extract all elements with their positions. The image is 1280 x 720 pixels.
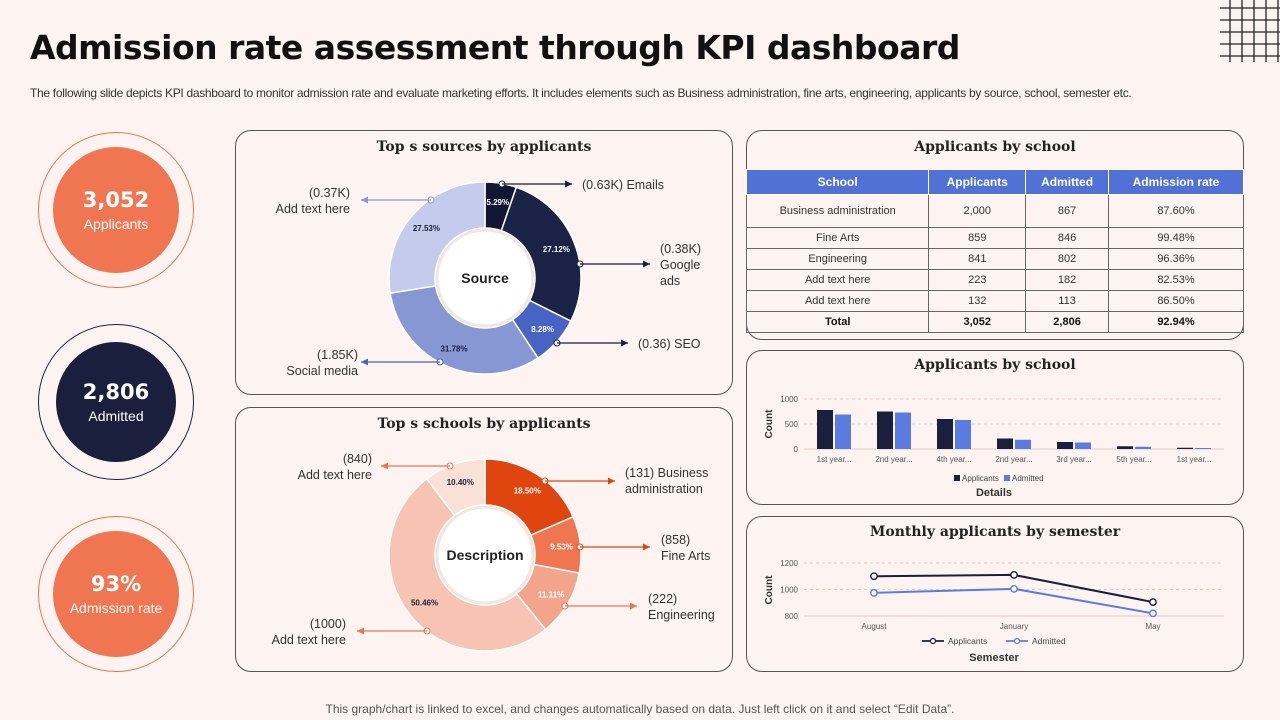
- slice-label: 18.50%: [513, 486, 541, 496]
- ann-840-label: Add text here: [297, 468, 372, 482]
- ann-840-value: (840): [342, 452, 372, 466]
- y-tick-label: 800: [784, 612, 798, 621]
- table-cell: 846: [1026, 228, 1109, 249]
- table-header: School: [747, 170, 929, 195]
- grid-decoration: [1220, 0, 1280, 62]
- kpi-applicants: [38, 132, 194, 288]
- y-axis-label: Count: [764, 409, 775, 439]
- kpi-admission-rate-label: Admission rate: [69, 600, 163, 616]
- data-point: [1011, 586, 1017, 592]
- legend-swatch: [954, 475, 960, 481]
- table-header: Admission rate: [1108, 170, 1243, 195]
- x-tick-label: 5th year...: [1116, 455, 1152, 464]
- donut-center-label: Source: [461, 270, 509, 286]
- bar: [1177, 448, 1193, 449]
- table-header: Applicants: [929, 170, 1026, 195]
- x-axis-label: Details: [975, 487, 1013, 499]
- connector-arrow: [357, 628, 364, 635]
- page-subtitle: The following slide depicts KPI dashboard to monitor admission rate and evaluate marketing efforts. It includes elements such as Business administration, fine arts, engineering, applicants by source, school, semester etc.: [30, 86, 1132, 100]
- table-cell: 132: [929, 291, 1026, 312]
- slice-label: 5.29%: [486, 198, 510, 208]
- connector-arrow: [630, 603, 637, 610]
- ann-fine-value: (858): [661, 533, 691, 547]
- y-tick-label: 1000: [780, 585, 798, 595]
- table-cell: 802: [1026, 249, 1109, 270]
- table-cell: Total: [747, 312, 929, 333]
- x-tick-label: 2nd year...: [995, 455, 1033, 464]
- table-cell: 86.50%: [1108, 291, 1243, 312]
- legend-marker: [1015, 639, 1020, 644]
- bar: [817, 410, 833, 449]
- slice-label: 50.46%: [410, 598, 439, 608]
- kpi-admission-rate: [38, 516, 194, 672]
- table-cell: Engineering: [747, 249, 929, 270]
- donut-center-label: Description: [446, 547, 524, 563]
- ann-1000-label: Add text here: [271, 633, 346, 647]
- table-cell: 96.36%: [1108, 249, 1243, 270]
- y-tick-label: 0: [793, 445, 798, 454]
- x-tick-label: 3rd year...: [1056, 455, 1092, 464]
- connector-arrow: [381, 463, 388, 470]
- bar: [1117, 446, 1133, 449]
- ann-eng-value: (222): [648, 592, 678, 606]
- bar: [1015, 440, 1031, 449]
- ann-other-value: (0.37K): [309, 186, 350, 200]
- kpi-admission-rate-value: 93%: [90, 572, 142, 596]
- table-cell: Fine Arts: [747, 228, 929, 249]
- y-tick-label: 500: [784, 420, 798, 429]
- x-tick-label: 2nd year...: [875, 455, 913, 464]
- kpi-admitted: [38, 324, 194, 480]
- data-point: [871, 590, 877, 596]
- page-title: Admission rate assessment through KPI dashboard: [30, 28, 960, 67]
- ann-emails: (0.63K) Emails: [582, 178, 664, 192]
- sources-panel-title: Top s sources by applicants: [376, 139, 592, 155]
- data-point: [871, 573, 877, 579]
- ann-google-label-2: ads: [660, 274, 681, 288]
- slice-label: 11.11%: [537, 590, 565, 600]
- table-header-row: [747, 170, 1244, 195]
- table-row: [747, 228, 1244, 249]
- table-cell: 867: [1026, 195, 1109, 228]
- ann-1000-value: (1000): [309, 617, 346, 631]
- table-cell: 2,806: [1026, 312, 1109, 333]
- table-cell: Add text here: [747, 291, 929, 312]
- y-axis-label: Count: [764, 575, 775, 605]
- bar: [997, 439, 1013, 450]
- line-chart-title: Monthly applicants by semester: [869, 524, 1121, 540]
- ann-social-label: Social media: [286, 364, 358, 378]
- table-cell: 92.94%: [1108, 312, 1243, 333]
- table-row: [747, 270, 1244, 291]
- ann-eng-label: Engineering: [648, 608, 715, 622]
- legend-swatch: [1004, 475, 1010, 481]
- data-point: [1011, 572, 1017, 578]
- ann-business-value: (131) Business: [625, 466, 709, 480]
- bar: [877, 412, 893, 450]
- ann-google-value: (0.38K): [660, 242, 701, 256]
- connector-arrow: [643, 261, 650, 268]
- ann-other-label: Add text here: [275, 202, 350, 216]
- legend-marker: [931, 639, 936, 644]
- table-cell: 82.53%: [1108, 270, 1243, 291]
- bar: [1135, 447, 1151, 449]
- connector-arrow: [565, 181, 572, 188]
- legend-label: Admitted: [1012, 474, 1044, 483]
- ann-business-label: administration: [625, 482, 703, 496]
- slice-label: 31.78%: [440, 344, 468, 354]
- schools-panel-title: Top s schools by applicants: [377, 416, 591, 432]
- legend-label: Admitted: [1032, 636, 1066, 646]
- table-row: [747, 195, 1244, 228]
- table-cell: 859: [929, 228, 1026, 249]
- data-point: [1150, 610, 1156, 616]
- ann-fine-label: Fine Arts: [661, 549, 711, 563]
- kpi-admitted-label: Admitted: [88, 408, 144, 424]
- x-tick-label: 1st year...: [1176, 455, 1212, 464]
- bar: [955, 420, 971, 449]
- table-cell: Add text here: [747, 270, 929, 291]
- table-row: [747, 291, 1244, 312]
- ann-google-label-1: Google: [660, 258, 701, 272]
- bar: [835, 415, 851, 450]
- table-cell: 182: [1026, 270, 1109, 291]
- x-tick-label: May: [1145, 622, 1161, 631]
- x-axis-label: Semester: [969, 652, 1019, 664]
- slice-label: 10.40%: [446, 478, 474, 488]
- table-total-row: [747, 312, 1244, 333]
- bar-chart-title: Applicants by school: [914, 357, 1076, 373]
- school-table-title: Applicants by school: [914, 139, 1076, 155]
- ann-social-value: (1.85K): [317, 348, 358, 362]
- table-cell: Business administration: [747, 195, 929, 228]
- kpi-applicants-value: 3,052: [82, 188, 150, 212]
- table-cell: 841: [929, 249, 1026, 270]
- y-tick-label: 1200: [780, 559, 798, 568]
- connector-arrow: [643, 544, 650, 551]
- table-header: Admitted: [1026, 170, 1109, 195]
- table-cell: 87.60%: [1108, 195, 1243, 228]
- bar: [1057, 442, 1073, 449]
- bar: [895, 413, 911, 450]
- connector-arrow: [361, 197, 368, 204]
- x-tick-label: 1st year...: [816, 455, 852, 464]
- semester-line-chart[interactable]: [746, 516, 1244, 672]
- bar: [1195, 448, 1211, 449]
- table-cell: 3,052: [929, 312, 1026, 333]
- slice-label: 27.12%: [542, 244, 570, 254]
- table-cell: 99.48%: [1108, 228, 1243, 249]
- slice-label: 8.28%: [531, 325, 554, 335]
- legend-label: Applicants: [948, 636, 988, 646]
- data-point: [1150, 599, 1156, 605]
- footer-note: This graph/chart is linked to excel, and changes automatically based on data. Just left click on it and select “Edit Data”.: [325, 702, 955, 716]
- x-tick-label: January: [999, 622, 1029, 631]
- applicants-bar-chart[interactable]: [746, 350, 1244, 505]
- legend-label: Applicants: [962, 474, 999, 483]
- x-tick-label: 4th year...: [936, 455, 972, 464]
- table-row: [747, 249, 1244, 270]
- connector-arrow: [608, 478, 615, 485]
- table-cell: 223: [929, 270, 1026, 291]
- slice-label: 27.53%: [412, 224, 440, 234]
- connector-arrow: [621, 340, 628, 347]
- school-table: [746, 169, 1244, 333]
- kpi-applicants-label: Applicants: [83, 216, 149, 232]
- table-cell: 2,000: [929, 195, 1026, 228]
- table-cell: 113: [1026, 291, 1109, 312]
- y-tick-label: 1000: [780, 395, 798, 404]
- connector-arrow: [361, 359, 368, 366]
- ann-seo: (0.36) SEO: [638, 337, 701, 351]
- bar: [1075, 443, 1091, 450]
- x-tick-label: August: [861, 622, 887, 631]
- bar: [937, 419, 953, 449]
- kpi-admitted-value: 2,806: [82, 380, 150, 404]
- slice-label: 9.53%: [550, 542, 573, 552]
